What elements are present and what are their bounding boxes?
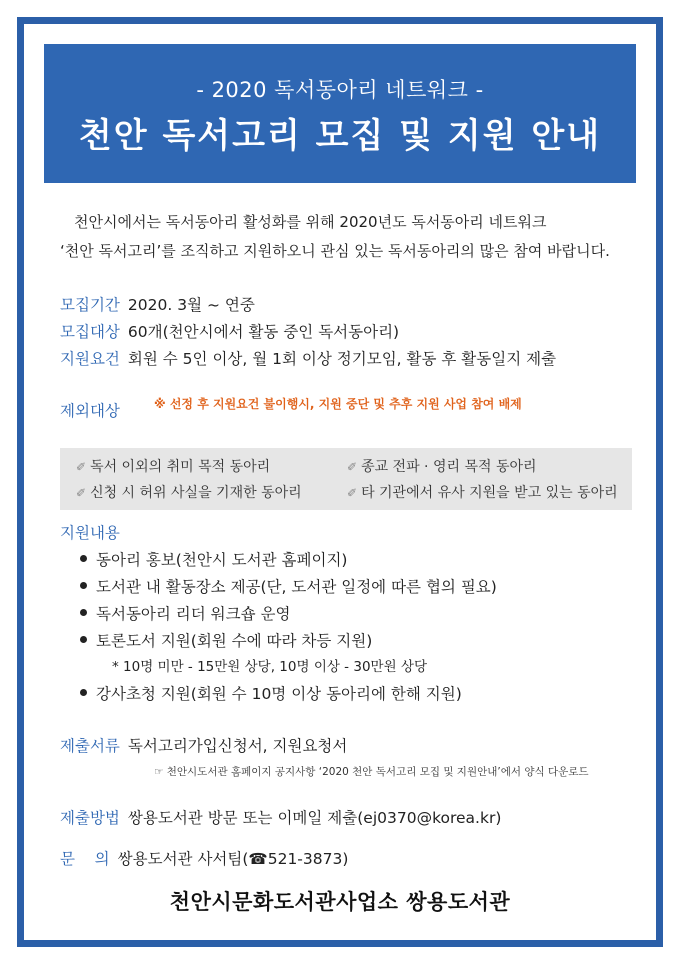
documents-label: 제출서류 bbox=[60, 737, 120, 755]
support-heading bbox=[60, 521, 128, 543]
contact-row bbox=[60, 847, 348, 869]
header-subtitle: - 2020 독서동아리 네트워크 - bbox=[196, 78, 484, 102]
support-label: 지원내용 bbox=[60, 524, 120, 542]
period-row bbox=[60, 293, 255, 315]
requirement-warning: ※ 선정 후 지원요건 불이행시, 지원 중단 및 추후 지원 사업 참여 배제 bbox=[154, 397, 522, 411]
exclusion-item: ✐ 종교 전파 · 영리 목적 동아리 bbox=[347, 459, 537, 475]
requirement-row bbox=[60, 347, 556, 369]
exclusion-item: ✐ 신청 시 허위 사실을 기재한 동아리 bbox=[76, 485, 302, 501]
method-label: 제출방법 bbox=[60, 809, 120, 827]
contact-label: 문 의 bbox=[60, 850, 110, 868]
pencil-icon: ✐ bbox=[347, 486, 358, 500]
poster-frame bbox=[17, 17, 663, 947]
exclusion-label: 제외대상 bbox=[60, 402, 120, 420]
requirement-value: 회원 수 5인 이상, 월 1회 이상 정기모임, 활동 후 활동일지 제출 bbox=[127, 350, 557, 368]
support-item: 동아리 홍보(천안시 도서관 홈페이지) bbox=[80, 548, 347, 570]
support-item: 독서동아리 리더 워크숍 운영 bbox=[80, 602, 290, 624]
target-value: 60개(천안시에서 활동 중인 독서동아리) bbox=[127, 323, 400, 341]
support-note: * 10명 미만 - 15만원 상당, 10명 이상 - 30만원 상당 bbox=[112, 659, 427, 675]
period-value: 2020. 3월 ~ 연중 bbox=[127, 296, 255, 314]
method-value: 쌍용도서관 방문 또는 이메일 제출(ej0370@korea.kr) bbox=[127, 809, 502, 827]
header-title: 천안 독서고리 모집 및 지원 안내 bbox=[78, 116, 602, 156]
target-row bbox=[60, 320, 399, 342]
pencil-icon: ✐ bbox=[76, 460, 87, 474]
period-label: 모집기간 bbox=[60, 296, 120, 314]
support-item: 도서관 내 활동장소 제공(단, 도서관 일정에 따른 협의 필요) bbox=[80, 575, 497, 597]
exclusion-item: ✐ 독서 이외의 취미 목적 동아리 bbox=[76, 459, 271, 475]
bullet-icon bbox=[80, 555, 87, 562]
documents-hint: ☞ 천안시도서관 홈페이지 공지사항 ‘2020 천안 독서고리 모집 및 지원안내’에서 양식 다운로드 bbox=[154, 766, 589, 778]
intro-line-2: ‘천안 독서고리’를 조직하고 지원하오니 관심 있는 독서동아리의 많은 참여 바랍니다. bbox=[60, 242, 610, 260]
requirement-label: 지원요건 bbox=[60, 350, 120, 368]
exclusion-item: ✐ 타 기관에서 유사 지원을 받고 있는 동아리 bbox=[347, 485, 618, 501]
intro-line-1: 천안시에서는 독서동아리 활성화를 위해 2020년도 독서동아리 네트워크 bbox=[74, 213, 547, 231]
intro-paragraph bbox=[60, 208, 630, 266]
pencil-icon: ✐ bbox=[76, 486, 87, 500]
support-item: 토론도서 지원(회원 수에 따라 차등 지원) bbox=[80, 629, 372, 651]
header-banner bbox=[44, 44, 636, 183]
contact-value: 쌍용도서관 사서팀(☎521-3873) bbox=[117, 850, 349, 868]
bullet-icon bbox=[80, 609, 87, 616]
method-row bbox=[60, 806, 501, 828]
support-item: 강사초청 지원(회원 수 10명 이상 동아리에 한해 지원) bbox=[80, 682, 462, 704]
documents-value: 독서고리가입신청서, 지원요청서 bbox=[127, 737, 348, 755]
bullet-icon bbox=[80, 636, 87, 643]
exclusion-heading bbox=[60, 399, 128, 421]
bullet-icon bbox=[80, 689, 87, 696]
target-label: 모집대상 bbox=[60, 323, 120, 341]
footer-organization: 천안시문화도서관사업소 쌍용도서관 bbox=[169, 890, 511, 914]
pencil-icon: ✐ bbox=[347, 460, 358, 474]
bullet-icon bbox=[80, 582, 87, 589]
documents-row bbox=[60, 734, 347, 756]
exclusion-box bbox=[60, 448, 632, 510]
